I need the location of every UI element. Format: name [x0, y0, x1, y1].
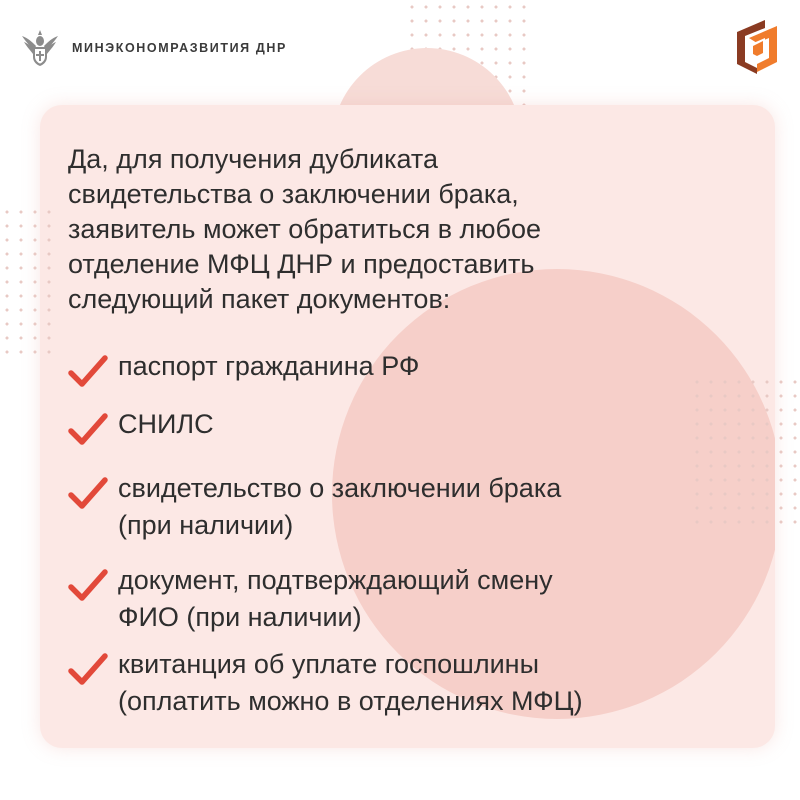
- intro-text: Да, для получения дубликата свидетельства о заключении брака, заявитель может обратиться в любое отделение МФЦ ДНР и предоставить следующий пакет документов:: [68, 144, 542, 314]
- list-item-text: квитанция об уплате госпошлины (оплатить можно в отделениях МФЦ): [118, 649, 583, 716]
- list-item-text: СНИЛС: [118, 409, 214, 439]
- mfc-logo-icon: [735, 18, 779, 74]
- check-icon: [68, 476, 108, 510]
- ministry-name: МИНЭКОНОМРАЗВИТИЯ ДНР: [72, 41, 287, 55]
- dot-pattern-left: [0, 205, 60, 355]
- header: [18, 26, 287, 70]
- list-item-text: документ, подтверждающий смену ФИО (при наличии): [118, 565, 553, 632]
- check-icon: [68, 568, 108, 602]
- dpr-coat-of-arms-icon: [18, 26, 62, 70]
- check-icon: [68, 412, 108, 446]
- check-icon: [68, 652, 108, 686]
- check-icon: [68, 354, 108, 388]
- list-item-text: паспорт гражданина РФ: [118, 351, 420, 381]
- list-item-text: свидетельство о заключении брака (при наличии): [118, 473, 562, 540]
